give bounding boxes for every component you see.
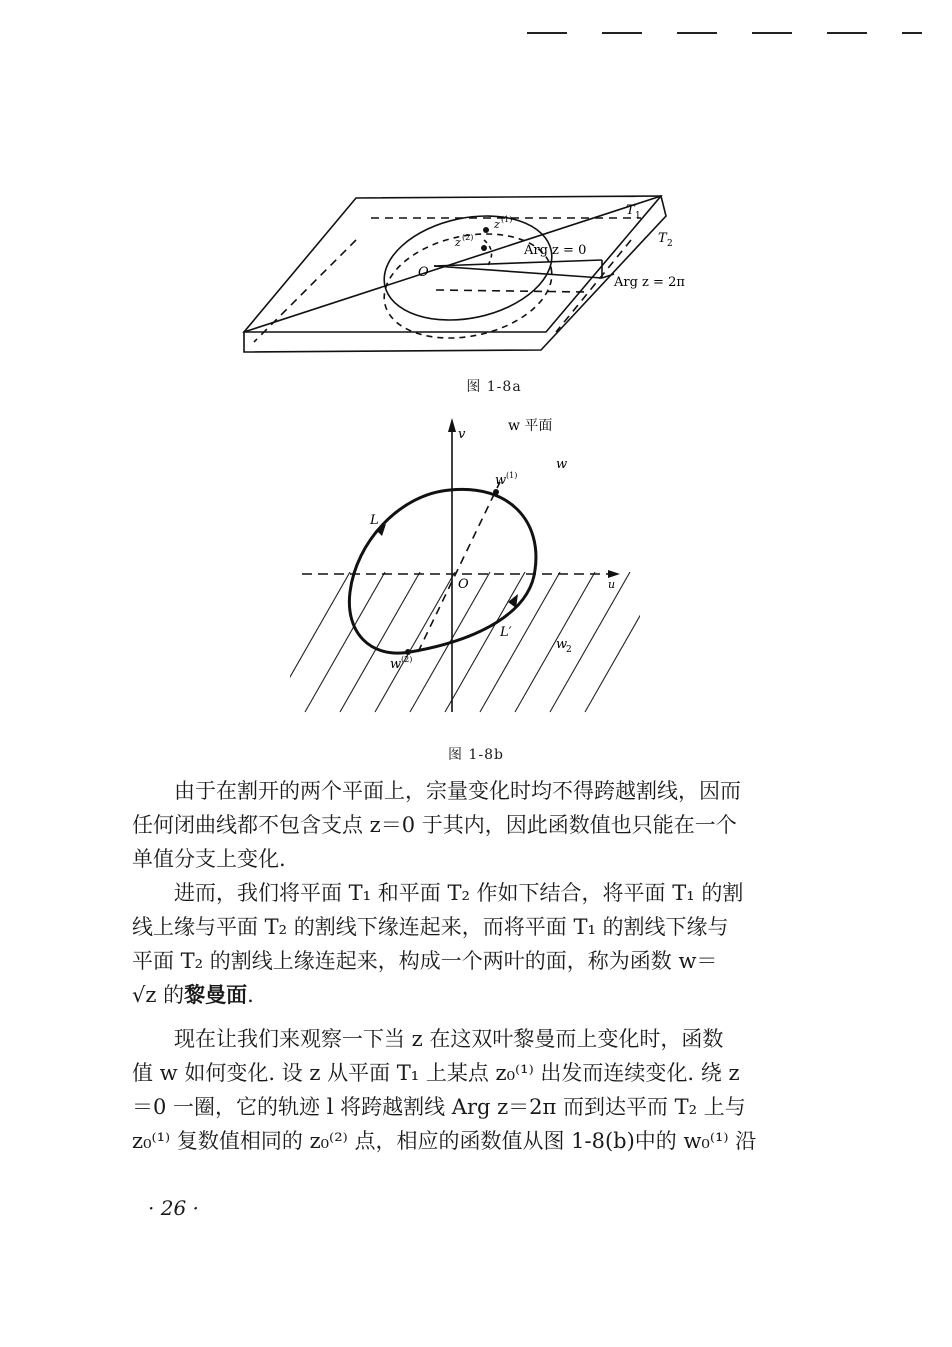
hatched-region [290,572,640,712]
label-w2-sup: (2) [401,655,413,664]
paragraph-2 [132,876,812,1012]
p1-line-1: 由于在割开的两个平面上，宗量变化时均不得跨越割线，因而 [174,779,741,803]
paragraph-3 [132,1022,812,1158]
p2-line-4-post: . [247,983,254,1007]
p3-line-4: z₀⁽¹⁾ 复数值相同的 z₀⁽²⁾ 点，相应的函数值从图 1-8(b)中的 w₀⁽¹⁾ 沿 [132,1129,757,1153]
label-arg-zero: Arg z = 0 [524,243,587,258]
header-rule [0,0,952,60]
p2-line-4-pre: √z 的 [132,983,185,1007]
arrow-v [448,418,456,432]
p1-line-3: 单值分支上变化. [132,847,286,871]
figure-1-8b [290,412,640,732]
arrow-u [608,570,620,578]
label-w: w [556,457,568,472]
label-t2: T [658,231,667,246]
point-z02 [481,245,487,251]
label-v: v [458,427,466,442]
label-w-plane: w 平面 [508,418,553,434]
p2-line-4 [132,978,812,1012]
p2-line-3: 平面 T₂ 的割线上缘连起来，构成一个两叶的面，称为函数 w＝ [132,949,718,973]
label-t1: T [626,203,635,218]
p3-line-3: ＝0 一圈，它的轨迹 l 将跨越割线 Arg z＝2π 而到达平而 T₂ 上与 [132,1095,746,1119]
label-w-region-sub: 2 [566,645,572,655]
p2-line-1: 进而，我们将平面 T₁ 和平面 T₂ 作如下结合，将平面 T₁ 的割 [174,881,744,905]
paragraph-1 [132,774,812,876]
label-w2: w [390,657,402,672]
p2-line-2: 线上缘与平面 T₂ 的割线下缘连起来，而将平面 T₁ 的割线下缘与 [132,915,729,939]
label-z01: z [494,218,500,231]
label-w1: w [495,473,507,488]
label-origin-a: O [418,265,429,280]
label-z02-sup: (2) [462,233,474,242]
caption-figure-b: 图 1-8b [448,747,504,763]
p1-line-2: 任何闭曲线都不包含支点 z＝0 于其内，因此函数值也只能在一个 [132,813,737,837]
p3-line-1: 现在让我们来观察一下当 z 在这双叶黎曼而上变化时，函数 [174,1027,724,1051]
p3-line-2: 值 w 如何变化. 设 z 从平面 T₁ 上某点 z₀⁽¹⁾ 出发而连续变化. 绕 z [132,1061,740,1085]
label-z01-sup: (1) [501,215,513,224]
label-t1-sub: 1 [635,211,641,221]
label-w-region: w [556,637,568,652]
label-L: L [370,513,379,528]
figure-1-8a [236,182,706,362]
label-z02: z [455,236,461,249]
label-t2-sub: 2 [667,239,673,249]
label-u: u [608,578,616,591]
caption-figure-a: 图 1-8a [466,379,522,395]
page-number: · 26 · [148,1196,199,1220]
label-w1-sup: (1) [506,471,518,480]
point-z01 [483,227,489,233]
point-w1 [493,489,499,495]
label-origin-b: O [458,577,469,592]
term-riemann-surface: 黎曼面 [184,982,248,1007]
label-arg-2pi: Arg z = 2π [614,275,685,290]
label-L-prime: L′ [500,625,512,640]
